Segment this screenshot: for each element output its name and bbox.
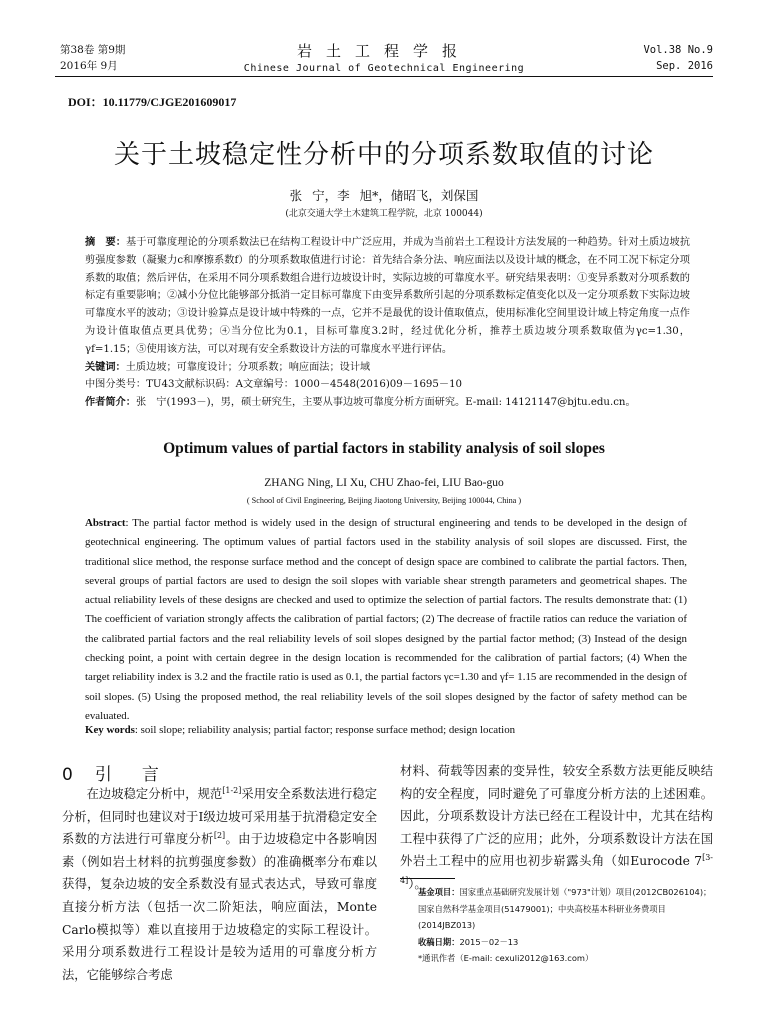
footnotes [418,884,713,967]
date-en: Sep. 2016 [656,60,713,72]
body-column-right [400,760,713,896]
doi[interactable]: DOI：10.11779/CJGE201609017 [68,95,237,109]
citation[interactable]: [2] [213,831,226,841]
received-note [418,934,713,951]
author-bio [85,394,690,412]
funding-text: 国家重点基础研究发展计划（"973"计划）项目(2012CB026104)；国家自然科学基金项目(51479001)；中央高校基本科研业务费项目(2014JBZ013) [418,887,712,930]
section-heading [62,760,189,785]
header-rule [55,76,713,77]
received-date: 2015－02－13 [459,936,519,947]
authors-en: ZHANG Ning, LI Xu, CHU Zhao-fei, LIU Bao-guo [264,477,504,489]
citation[interactable]: [1-2] [222,785,242,795]
volume-issue-cn: 第38卷 第9期 [60,44,126,56]
classification-line [85,376,690,394]
document-code: 文献标识码：A [174,379,243,391]
keywords-en [85,724,687,736]
journal-name-en: Chinese Journal of Geotechnical Engineering [243,63,525,74]
abstract-en-label: Abstract [85,517,126,529]
citation[interactable]: [3-4] [400,853,713,885]
body-paragraph [62,783,377,986]
abstract-cn-label: 摘 要： [85,237,127,248]
footnote-rule [400,878,455,879]
paper-title-cn: 关于土坡稳定性分析中的分项系数取值的讨论 [113,140,654,170]
abstract-cn [85,234,690,412]
abstract-en-text: : The partial factor method is widely used in the design of structural engineering and tends to be developed in the design of geotechnical engineering. The optimum values of partial factors used in the stability analysis of soil slopes are discussed. First, the traditional slice method, the response surface method and the concept of design space are combined to calibrate the partial factors. Then, several groups of partial factors are used to design the soil slopes with variable shear strength parameters and geometrical shapes. The actual reliability levels of these designs are checked and used to optimize the selection of partial factors. The results demonstrate that: (1) The coefficient of variation strongly affects the calibration of partial factors; (2) The decrease of fractile ratios can reduce the variation of the calibrated partial factors and the real reliability levels of soil slopes designed by the partial factor method; (3) Instead of the design checking point, a point with certain degree in the design location is recommended for the calibration of partial factors; (4) When the target reliability index is 3.2 and the fractile ratio is used as 0.1, the partial factors γc=1.30 and γf= 1.15 are recommended in the design of soil slopes. (5) Using the proposed method, the real reliability levels of the soil slopes designed by the factor of safety method can be evaluated. [85,517,687,722]
corresponding-author-note: *通讯作者（E-mail: cexuli2012@163.com） [418,953,594,963]
running-header-right [643,42,713,74]
affiliation-cn: (北京交通大学土木建筑工程学院，北京 100044) [285,209,483,219]
affiliation-en: ( School of Civil Engineering, Beijing Jiaotong University, Beijing 100044, China ) [246,496,522,505]
author-bio-text: 张 宁(1993－)，男，硕士研究生，主要从事边坡可靠度分析方面研究。E-mail: 14121147@bjtu.edu.cn。 [135,397,636,409]
body-column-left [62,783,377,986]
keywords-cn-text: 土质边坡；可靠度设计；分项系数；响应面法；设计域 [125,361,371,373]
body-paragraph [400,760,713,896]
date-cn: 2016年 9月 [60,60,118,72]
keywords-cn [85,359,690,377]
keywords-cn-label: 关键词： [85,361,126,373]
section-title: 引言 [94,765,189,785]
body-text: 材料、荷载等因素的变异性，较安全系数方法更能反映结构的安全程度，同时避免了可靠度分析方法的上述困难。因此，分项系数设计方法已经在工程设计中，尤其在结构工程中获得了广泛的应用；此外，分项系数设计方法在国外岩土工程中的应用也初步崭露头角（如Eurocode 7 [400,764,713,869]
paper-title-en: Optimum values of partial factors in stability analysis of soil slopes [163,440,605,457]
received-label: 收稿日期： [418,936,460,947]
article-number: 文章编号：1000－4548(2016)09－1695－10 [242,379,463,391]
journal-name-cn: 岩土工程学报 [296,42,471,60]
body-text: ）。 [408,876,427,891]
author-bio-label: 作者简介： [85,397,136,409]
body-text: 。由于边坡稳定中各影响因素（例如岩土材料的抗剪强度参数）的准确概率分布难以获得，复杂边坡的安全系数没有显式表达式，导致可靠度直接分析方法（包括一次二阶矩法，响应面法，Monte Carlo模拟等）难以直接用于边坡稳定的实际工程设计。采用分项系数进行工程设计是较为适用的可靠度分析方法，它能够综合考虑 [62,832,377,982]
body-text: 采用安全系数法进行稳定分析，但同时也建议对于Ⅰ级边坡可采用基于抗滑稳定安全系数的方法进行可靠度分析 [62,787,377,847]
clc-number: 中图分类号：TU43 [85,379,175,391]
keywords-en-text: : soil slope; reliability analysis; partial factor; response surface method; design location [134,724,516,736]
funding-note [418,884,713,934]
keywords-en-label: Key words [85,724,135,736]
funding-label: 基金项目： [418,887,460,897]
authors-cn: 张 宁，李 旭*，储昭飞，刘保国 [289,188,479,203]
body-text: 在边坡稳定分析中，规范 [86,787,223,801]
abstract-en [85,514,687,726]
section-number: 0 [62,765,73,785]
abstract-cn-text: 基于可靠度理论的分项系数法已在结构工程设计中广泛应用，并成为当前岩土工程设计方法发展的一种趋势。针对土质边坡抗剪强度参数（凝聚力c和摩擦系数f）的分项系数取值进行讨论：首先结合条分法、响应面法以及设计域的概念，在不同工况下标定分项系数的取值；然后评估，在采用不同分项系数组合进行边坡设计时，实际边坡的可靠度水平。研究结果表明：①变异系数对分项系数的标定有重要影响；②减小分位比能够部分抵消一定目标可靠度下由变异系数所引起的分项系数标定值变化以及一定分项系数下实际边坡可靠度水平的波动；③设计验算点是设计域中特殊的一点，它并不是最优的设计值取值点，使用标准化空间里设计域上特定角度一点作为设计值取值点更具优势；④当分位比为0.1，目标可靠度3.2时，经过优化分析，推荐土质边坡分项系数取值为γc=1.30，γf=1.15；⑤使用该方法，可以对现有安全系数设计方法的可靠度水平进行评估。 [85,237,691,355]
volume-issue-en: Vol.38 No.9 [643,44,713,56]
